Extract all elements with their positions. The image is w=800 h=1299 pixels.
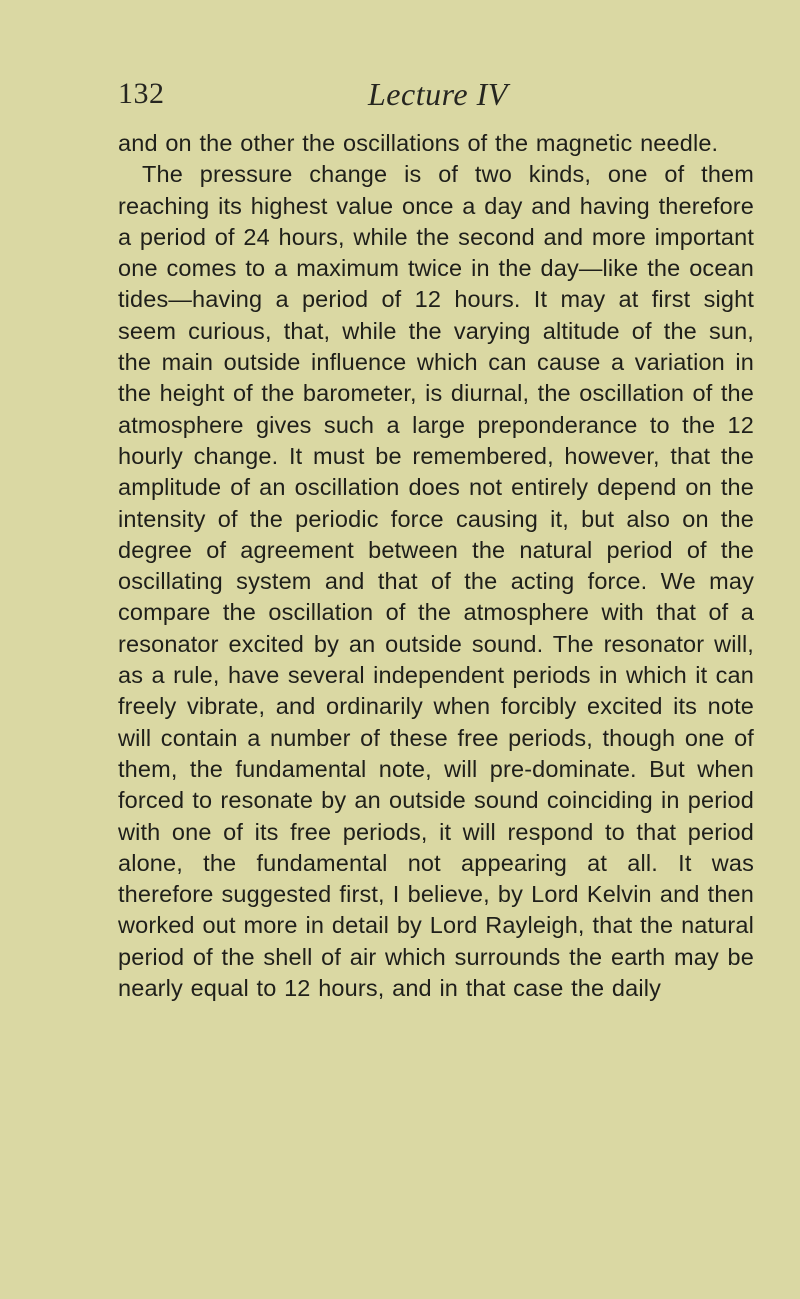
running-head-title: Lecture IV xyxy=(368,76,508,112)
running-head xyxy=(118,74,748,114)
page-number: 132 xyxy=(118,77,165,110)
body-text xyxy=(118,128,754,1004)
paragraph-continuation: and on the other the oscillations of the magnetic needle. xyxy=(118,130,719,156)
paragraph-pressure-change: The pressure change is of two kinds, one of them reaching its highest value once a day and having therefore a period of 24 hours, while the second and more important one comes to a maximum twice in the day—like the ocean tides—having a period of 12 hours. It may at first sight seem curious, that, while the varying altitude of the sun, the main outside influence which can cause a variation in the height of the barometer, is diurnal, the oscillation of the atmosphere gives such a large preponderance to the 12 hourly change. It must be remembered, however, that the amplitude of an oscillation does not entirely depend on the intensity of the periodic force causing it, but also on the degree of agreement between the natural period of the oscillating system and that of the acting force. We may compare the oscillation of the atmosphere with that of a resonator excited by an outside sound. The resonator will, as a rule, have several independent periods in which it can freely vibrate, and ordinarily when forcibly excited its note will contain a number of these free periods, though one of them, the fundamental note, will pre-dominate. But when forced to resonate by an outside sound coinciding in period with one of its free periods, it will respond to that period alone, the fundamental not appearing at all. It was therefore suggested first, I believe, by Lord Kelvin and then worked out more in detail by Lord Rayleigh, that the natural period of the shell of air which surrounds the earth may be nearly equal to 12 hours, and in that case the daily xyxy=(118,161,754,1002)
